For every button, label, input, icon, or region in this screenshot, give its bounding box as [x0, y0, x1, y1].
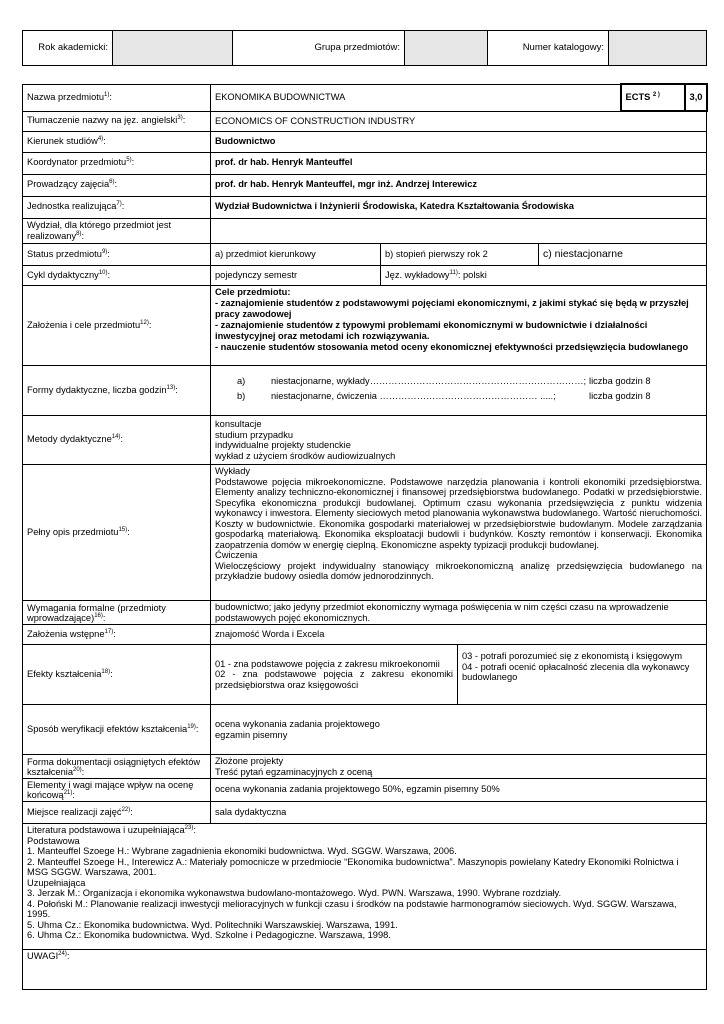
forms-row: b) niestacjonarne, ćwiczenia …………………………………………… .....; liczba godzin 8	[237, 390, 651, 401]
unit-label: Jednostka realizująca$^{7)}$:	[23, 196, 211, 218]
cycle-value: pojedynczy semestr	[211, 266, 381, 286]
literature-line: 3. Jerzak M.: Organizacja i ekonomika wykonawstwa budowlano-montażowego. Wyd. PWN. Warszawa, 1990. Wybrane rozdziały.	[27, 888, 562, 899]
documentation-item: Treść pytań egzaminacyjnych z oceną	[215, 766, 373, 777]
objectives-title: Cele przedmiotu:	[215, 287, 291, 298]
methods-item: studium przypadku	[215, 429, 294, 440]
description-label: Pełny opis przedmiotu$^{15)}$:	[23, 465, 211, 601]
methods-item: konsultacje	[215, 419, 262, 430]
unit-value: Wydział Budownictwa i Inżynierii Środowiska, Katedra Kształtowania Środowiska	[211, 196, 707, 218]
faculty-label: Wydział, dla którego przedmiot jest realizowany$^{8)}$:	[23, 218, 211, 244]
lectures-title: Wykłady	[215, 466, 251, 477]
instructors-label: Prowadzący zajęcia$^{6)}$:	[23, 174, 211, 196]
literature-line: Uzupełniająca	[27, 877, 86, 888]
subject-group-field[interactable]	[405, 31, 488, 66]
prerequisites-label: Założenia wstępne$^{17)}$:	[23, 625, 211, 645]
documentation-value	[211, 755, 707, 779]
translation-label: Tłumaczenie nazwy na jęz. angielski$^{3)}$:	[23, 111, 211, 131]
academic-year-field[interactable]	[113, 31, 233, 66]
prerequisites-value: znajomość Worda i Excela	[211, 625, 707, 645]
objectives-item: - zaznajomienie studentów z podstawowymi pojęciami ekonomicznymi, z jakimi stykać się będą w przyszłej pracy zawodowej	[215, 298, 689, 320]
status-label: Status przedmiotu$^{9)}$:	[23, 244, 211, 266]
course-name-value: EKONOMIKA BUDOWNICTWA	[211, 84, 621, 111]
remarks-cell: UWAGI$^{24)}$:	[23, 950, 707, 990]
literature-line: 5. Uhma Cz.: Ekonomika budownictwa. Wyd. Politechniki Warszawskiej. Warszawa, 1991.	[27, 919, 398, 930]
header-table	[22, 30, 707, 66]
requirements-label: Wymagania formalne (przedmioty wprowadzające)$^{16)}$:	[23, 601, 211, 625]
location-label: Miejsce realizacji zajęć$^{22)}$:	[23, 802, 211, 824]
literature-line: 1. Manteuffel Szoege H.: Wybrane zagadnienia ekonomiki budownictwa. Wyd. SGGW. Warszawa, 2006.	[27, 846, 457, 857]
methods-item: wykład z użyciem środków audiowizualnych	[215, 450, 396, 461]
academic-year-label: Rok akademicki:	[23, 31, 113, 66]
remarks-label: UWAGI	[27, 951, 59, 962]
verification-item: egzamin pisemny	[215, 729, 288, 740]
course-name-label: Nazwa przedmiotu$^{1)}$:	[23, 84, 211, 111]
description-value	[211, 465, 707, 601]
literature-line: 6. Uhma Cz.: Ekonomika budownictwa. Wyd. Szkolne i Pedagogiczne. Warszawa, 1998.	[27, 930, 391, 941]
weights-label: Elementy i wagi mające wpływ na ocenę końcową$^{21)}$:	[23, 779, 211, 802]
exercises-text: Wieloczęściowy projekt indywidualny stanowiący mikroekonomiczną analizę przedsięwzięcia budowlanego na przykładzie budowy osiedla domów jednorodzinnych.	[215, 560, 703, 582]
methods-item: indywidualne projekty studenckie	[215, 440, 351, 451]
literature-label: Literatura podstawowa i uzupełniająca$^{23)}$:	[27, 825, 196, 836]
cycle-label: Cykl dydaktyczny$^{10)}$:	[23, 266, 211, 286]
objectives-label: Założenia i cele przedmiotu$^{12)}$:	[23, 286, 211, 366]
faculty-value	[211, 218, 707, 244]
objectives-value	[211, 286, 707, 366]
documentation-label: Forma dokumentacji osiągniętych efektów kształcenia$^{20)}$:	[23, 755, 211, 779]
forms-label: Formy dydaktyczne, liczba godzin$^{13)}$:	[23, 366, 211, 416]
forms-row: a) niestacjonarne, wykłady……………………………………………………………; liczba godzin 8	[237, 375, 651, 386]
weights-value: ocena wykonania zadania projektowego 50%, egzamin pisemny 50%	[211, 779, 707, 802]
verification-item: ocena wykonania zadania projektowego	[215, 718, 380, 729]
coordinator-label: Koordynator przedmiotu$^{5)}$:	[23, 152, 211, 174]
literature-line: 2. Manteuffel Szoege H., Interewicz A.: Materiały pomocnicze w przedmiocie “Ekonomika budownictwa”. Maszynopis powielany Katedry Ekonomiki Rolnictwa i MSG SGGW. Warszawa, 2001.	[27, 856, 679, 878]
objectives-item: - nauczenie studentów stosowania metod oceny ekonomicznej efektywności przedsięwzięcia budowlanego	[215, 342, 689, 353]
location-value: sala dydaktyczna	[211, 802, 707, 824]
literature-line: 4. Połoński M.: Planowanie realizacji inwestycji melioracyjnych w funkcji czasu i środków na podstawie harmonogramów sieciowych. Wyd. SGGW. Warszawa, 1995.	[27, 898, 677, 920]
requirements-value: budownictwo; jako jedyny przedmiot ekonomiczny wymaga poświęcenia w nim części czasu na wprowadzenie podstawowych pojęć ekonomicznych.	[211, 601, 707, 625]
instructors-value: prof. dr hab. Henryk Manteuffel, mgr inż. Andrzej Interewicz	[211, 174, 707, 196]
status-c: c) niestacjonarne	[539, 244, 707, 266]
methods-label: Metody dydaktyczne$^{14)}$:	[23, 416, 211, 465]
status-a: a) przedmiot kierunkowy	[211, 244, 381, 266]
methods-value	[211, 416, 707, 465]
ects-label: ECTS $^{2 )}$	[621, 84, 685, 111]
verification-value	[211, 705, 707, 755]
subject-group-label: Grupa przedmiotów:	[233, 31, 405, 66]
field-of-study-value: Budownictwo	[211, 131, 707, 152]
objectives-item: - zaznajomienie studentów z typowymi problemami ekonomicznymi w budownictwie i działalności inwestycyjnej oraz metodami ich rozwiązywania.	[215, 320, 648, 342]
status-b: b) stopień pierwszy rok 2	[381, 244, 539, 266]
catalog-number-field[interactable]	[609, 31, 707, 66]
literature-cell	[23, 824, 707, 950]
language-cell: Jęz. wykładowy$^{11)}$: polski	[381, 266, 707, 286]
ects-value: 3,0	[685, 84, 707, 111]
coordinator-value: prof. dr hab. Henryk Manteuffel	[211, 152, 707, 174]
outcomes-right: 03 - potrafi porozumieć się z ekonomistą i księgowym 04 - potrafi ocenić opłacalność zlecenia dla wykonawcy budowlanego	[458, 645, 707, 705]
catalog-number-label: Numer katalogowy:	[488, 31, 609, 66]
verification-label: Sposób weryfikacji efektów kształcenia$^{19)}$:	[23, 705, 211, 755]
forms-value	[211, 366, 707, 416]
outcomes-left: 01 - zna podstawowe pojęcia z zakresu mikroekonomii 02 - zna podstawowe pojęcia z zakresu ekonomiki przedsiębiorstwa oraz księgowości	[211, 645, 458, 705]
literature-line: Podstawowa	[27, 835, 80, 846]
translation-value: ECONOMICS OF CONSTRUCTION INDUSTRY	[211, 111, 707, 131]
course-table	[22, 83, 708, 990]
field-of-study-label: Kierunek studiów$^{4)}$:	[23, 131, 211, 152]
outcomes-label: Efekty kształcenia$^{18)}$:	[23, 645, 211, 705]
exercises-title: Ćwiczenia	[215, 550, 258, 561]
lectures-text: Podstawowe pojęcia mikroekonomiczne. Podstawowe narzędzia planowania i kontroli ekonomiki przedsiębiorstwa. Elementy analizy techniczno-ekonomicznej i finansowej przedsiębiorstwa budowlanego. Podatki w przedsiębiorstwie. Specyfika ekonomiczna produkcji budowlanej. Optimum czasu wykonania przedsięwzięcia z punktu widzenia wykonawcy i inwestora. Elementy sieciowych metod planowania wykonawstwa budowlanego. Wartość nieruchomości. Koszty w budownictwie. Ekonomika gospodarki materiałowej w przedsiębiorstwie budowlanym. Modele zarządzania gospodarką materiałową. Ekonomika eksploatacji budowli i budynków. Koszty remontów i konserwacji. Ekonomika zaopatrzenia domów w energię cieplną. Ekonomiczne aspekty typizacji produkcji budowlanej.	[215, 476, 703, 550]
documentation-item: Złożone projekty	[215, 756, 284, 767]
